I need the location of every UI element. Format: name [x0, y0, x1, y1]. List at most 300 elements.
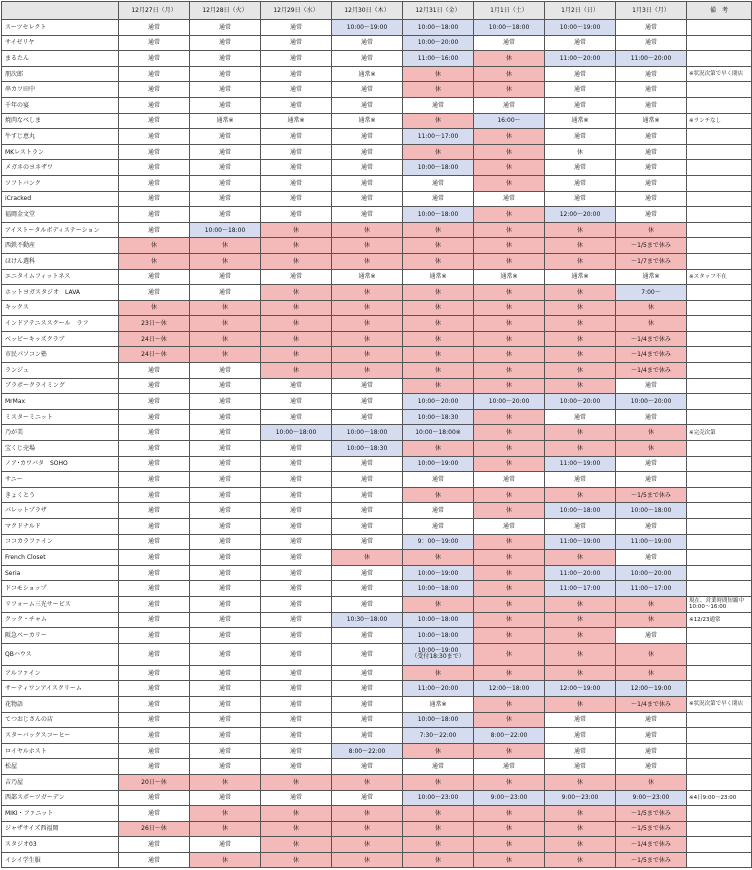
hours-cell: 休 [403, 238, 474, 254]
hours-cell: 通常 [119, 191, 190, 207]
hours-cell: 休 [190, 852, 261, 868]
hours-cell: 8:00～22:00 [332, 743, 403, 759]
hours-cell: 休 [190, 238, 261, 254]
store-name: パレットプラザ [2, 503, 119, 519]
hours-cell: 通常 [119, 628, 190, 644]
hours-cell: 通常 [332, 565, 403, 581]
hours-cell: 通常 [119, 207, 190, 223]
hours-cell: 通常 [616, 628, 687, 644]
hours-cell: 休 [474, 207, 545, 223]
hours-cell: 通常 [261, 643, 332, 665]
hours-cell: 休 [616, 774, 687, 790]
hours-cell: 休 [545, 852, 616, 868]
hours-cell: 通常 [119, 160, 190, 176]
hours-cell: 通常 [190, 612, 261, 628]
store-name: 福岡金文堂 [2, 207, 119, 223]
hours-cell: 通常 [332, 207, 403, 223]
hours-cell: 休 [474, 774, 545, 790]
note-cell [687, 238, 752, 254]
hours-cell: 20日～休 [119, 774, 190, 790]
hours-cell: 休 [474, 316, 545, 332]
hours-cell: 通常 [119, 759, 190, 775]
hours-cell: 10:00～23:00 [403, 790, 474, 806]
hours-cell: 10:00～18:00 [261, 425, 332, 441]
hours-cell: 通常 [545, 712, 616, 728]
note-cell [687, 331, 752, 347]
store-name: ココカラファイン [2, 534, 119, 550]
hours-cell: 通常 [332, 712, 403, 728]
hours-cell: 休 [474, 643, 545, 665]
hours-cell: 通常 [261, 144, 332, 160]
hours-cell: 休 [474, 363, 545, 379]
hours-cell: ～1/4まで休み [616, 347, 687, 363]
hours-cell: 休 [616, 612, 687, 628]
hours-cell: 通常 [119, 441, 190, 457]
hours-cell: 通常 [190, 129, 261, 145]
hours-cell: 通常 [119, 129, 190, 145]
note-cell [687, 565, 752, 581]
hours-cell: 10:00～20:00 [403, 35, 474, 51]
hours-cell: 12:00～20:00 [545, 207, 616, 223]
hours-cell: 通常 [119, 852, 190, 868]
note-cell [687, 316, 752, 332]
header-date: 1月1日（土） [474, 2, 545, 20]
note-cell [687, 852, 752, 868]
store-name: 西鉄不動産 [2, 238, 119, 254]
table-row [2, 175, 752, 191]
hours-cell: 休 [403, 665, 474, 681]
store-name: 焼肉なべしま [2, 113, 119, 129]
table-row [2, 487, 752, 503]
hours-cell: 通常 [332, 378, 403, 394]
store-name: ホットヨガスタジオ LAVA [2, 285, 119, 301]
hours-cell: 休 [545, 806, 616, 822]
hours-cell: 通常 [190, 20, 261, 36]
note-cell [687, 487, 752, 503]
hours-cell: 通常 [616, 378, 687, 394]
hours-cell: 休 [403, 837, 474, 853]
hours-cell: 通常 [190, 394, 261, 410]
note-cell: ※4日9:00～23:00 [687, 790, 752, 806]
note-cell [687, 35, 752, 51]
hours-cell: 通常 [332, 759, 403, 775]
hours-cell: 通常 [616, 191, 687, 207]
hours-cell: 12:00～18:00 [474, 681, 545, 697]
hours-cell: 通常 [190, 519, 261, 535]
hours-cell: 10:00～20:00 [403, 394, 474, 410]
note-cell [687, 222, 752, 238]
hours-cell: 休 [119, 253, 190, 269]
hours-cell: 通常 [616, 144, 687, 160]
table-row [2, 628, 752, 644]
hours-cell: 休 [261, 837, 332, 853]
hours-cell: 休 [545, 821, 616, 837]
table-row [2, 316, 752, 332]
hours-cell: ～1/5まで休み [616, 487, 687, 503]
hours-cell: 通常 [545, 175, 616, 191]
hours-cell: 休 [474, 581, 545, 597]
hours-cell: 11:00～19:00 [545, 456, 616, 472]
note-cell [687, 129, 752, 145]
table-row [2, 456, 752, 472]
hours-cell: 10:00～18:00 [403, 207, 474, 223]
table-row [2, 20, 752, 36]
hours-cell: 通常 [261, 612, 332, 628]
hours-cell: 休 [474, 51, 545, 67]
hours-cell: 通常 [616, 35, 687, 51]
hours-cell: 10:00～18:00※ [403, 425, 474, 441]
hours-cell: 7:30～22:00 [403, 728, 474, 744]
hours-cell: 通常※ [332, 113, 403, 129]
store-name: ミスターミニット [2, 409, 119, 425]
hours-cell: 休 [403, 378, 474, 394]
hours-cell: 休 [474, 503, 545, 519]
store-name: リフォーム三光サービス [2, 596, 119, 612]
hours-cell: 通常 [545, 759, 616, 775]
hours-cell: 通常 [190, 503, 261, 519]
hours-cell: 休 [403, 441, 474, 457]
hours-cell: 10:00～19:00 [403, 565, 474, 581]
hours-cell: 通常 [261, 519, 332, 535]
table-row [2, 743, 752, 759]
table-row [2, 253, 752, 269]
hours-cell: 通常 [545, 743, 616, 759]
hours-cell: 通常 [616, 456, 687, 472]
hours-cell: 通常 [261, 503, 332, 519]
hours-cell: 通常 [190, 665, 261, 681]
hours-cell: 休 [403, 743, 474, 759]
hours-cell: 通常 [119, 456, 190, 472]
hours-cell: 休 [545, 774, 616, 790]
hours-cell: 休 [474, 425, 545, 441]
hours-cell: 通常※ [545, 269, 616, 285]
hours-cell: 通常 [190, 581, 261, 597]
table-row [2, 759, 752, 775]
hours-cell: 休 [474, 837, 545, 853]
hours-cell: 通常 [119, 222, 190, 238]
hours-cell: 通常 [119, 728, 190, 744]
hours-cell: 通常 [616, 20, 687, 36]
hours-cell: 通常 [332, 409, 403, 425]
hours-cell: 通常 [190, 712, 261, 728]
hours-cell: 通常 [332, 191, 403, 207]
hours-cell: 通常 [119, 97, 190, 113]
store-name: イシイ学生服 [2, 852, 119, 868]
table-row [2, 837, 752, 853]
hours-cell: 通常 [190, 160, 261, 176]
hours-cell: 通常 [261, 581, 332, 597]
hours-cell: 通常 [332, 175, 403, 191]
hours-cell: 通常 [119, 472, 190, 488]
hours-cell: 休 [545, 596, 616, 612]
table-row [2, 503, 752, 519]
table-row [2, 300, 752, 316]
hours-cell: 通常 [119, 175, 190, 191]
hours-cell: 休 [474, 82, 545, 98]
store-name: iCracked [2, 191, 119, 207]
store-name: ベッビーキッズクラブ [2, 331, 119, 347]
hours-cell: 休 [403, 82, 474, 98]
hours-cell: 休 [474, 144, 545, 160]
hours-cell: 休 [474, 712, 545, 728]
hours-cell: 8:00～22:00 [474, 728, 545, 744]
hours-cell: 通常 [332, 394, 403, 410]
table-row [2, 441, 752, 457]
hours-cell: 通常 [119, 550, 190, 566]
hours-cell: 10:30～18:00 [332, 612, 403, 628]
hours-cell: 休 [332, 285, 403, 301]
hours-cell: 通常 [261, 394, 332, 410]
hours-cell: 通常 [119, 581, 190, 597]
note-cell [687, 503, 752, 519]
table-row [2, 363, 752, 379]
hours-cell: 休 [474, 300, 545, 316]
hours-cell: 休 [403, 347, 474, 363]
hours-cell: 休 [474, 550, 545, 566]
note-cell [687, 456, 752, 472]
hours-cell: 通常 [119, 363, 190, 379]
hours-cell: 通常 [332, 82, 403, 98]
hours-cell: 通常 [332, 696, 403, 712]
note-cell [687, 144, 752, 160]
store-name: 宝くじ売場 [2, 441, 119, 457]
hours-cell: 休 [332, 774, 403, 790]
hours-cell: 通常 [190, 643, 261, 665]
hours-cell: 10:00～18:00 [190, 222, 261, 238]
hours-cell: 通常 [190, 696, 261, 712]
hours-cell: 通常 [119, 51, 190, 67]
hours-cell: 休 [403, 300, 474, 316]
hours-cell: 通常 [261, 596, 332, 612]
hours-cell: 休 [474, 852, 545, 868]
hours-cell: 休 [545, 238, 616, 254]
hours-cell: 通常 [616, 519, 687, 535]
table-row [2, 331, 752, 347]
store-name: 松屋 [2, 759, 119, 775]
hours-cell: 通常 [474, 759, 545, 775]
hours-cell: 通常 [190, 472, 261, 488]
hours-cell: 12:00～19:00 [616, 681, 687, 697]
store-name: ソフトバンク [2, 175, 119, 191]
hours-cell: 休 [545, 300, 616, 316]
hours-cell: 通常 [545, 129, 616, 145]
hours-cell: 10:00～18:00 [403, 612, 474, 628]
hours-cell: 通常 [261, 712, 332, 728]
hours-cell: 通常 [474, 472, 545, 488]
hours-cell: 休 [545, 696, 616, 712]
hours-cell: 休 [119, 238, 190, 254]
hours-cell: 休 [616, 596, 687, 612]
hours-cell: 休 [474, 253, 545, 269]
store-name: スタジオ03 [2, 837, 119, 853]
table-row [2, 409, 752, 425]
header-store-name [2, 2, 119, 20]
hours-cell: 休 [119, 300, 190, 316]
note-cell: 現在、営業時間短縮中 10:00～16:00 [687, 596, 752, 612]
hours-cell: 休 [545, 222, 616, 238]
store-name: ほけん選科 [2, 253, 119, 269]
hours-cell: 休 [545, 347, 616, 363]
hours-cell: 通常 [190, 175, 261, 191]
hours-cell: 休 [190, 300, 261, 316]
hours-cell: 11:00～17:00 [545, 581, 616, 597]
hours-cell: 通常 [190, 565, 261, 581]
hours-cell: 通常 [545, 66, 616, 82]
note-cell [687, 643, 752, 665]
table-row [2, 534, 752, 550]
hours-cell: 休 [190, 253, 261, 269]
hours-cell: 休 [616, 441, 687, 457]
table-row [2, 665, 752, 681]
hours-cell: 通常 [403, 503, 474, 519]
hours-cell: 通常 [332, 628, 403, 644]
hours-cell: 通常 [261, 409, 332, 425]
note-cell: ※状況次第で早く閉店 [687, 696, 752, 712]
hours-cell: 休 [403, 253, 474, 269]
hours-cell: 通常 [261, 487, 332, 503]
hours-cell: 10:00～18:00 [474, 20, 545, 36]
hours-cell: 10:00～18:30 [403, 409, 474, 425]
hours-cell: 通常 [332, 472, 403, 488]
hours-cell: 通常 [190, 269, 261, 285]
hours-cell: 休 [261, 316, 332, 332]
hours-cell: 休 [474, 612, 545, 628]
store-name: ロイヤルホスト [2, 743, 119, 759]
hours-cell: 休 [403, 144, 474, 160]
hours-cell: 休 [545, 837, 616, 853]
hours-cell: 通常※ [403, 696, 474, 712]
table-row [2, 238, 752, 254]
hours-cell: 11:00～20:00 [545, 51, 616, 67]
note-cell [687, 581, 752, 597]
hours-cell: 通常 [261, 66, 332, 82]
hours-cell: 11:00～19:00 [616, 534, 687, 550]
hours-cell: 11:00～17:00 [403, 129, 474, 145]
hours-cell: 休 [545, 316, 616, 332]
header-date: 12月30日（木） [332, 2, 403, 20]
note-cell [687, 82, 752, 98]
hours-cell: 通常 [545, 191, 616, 207]
hours-cell: 11:00～20:00 [616, 51, 687, 67]
hours-cell: 通常 [261, 441, 332, 457]
hours-cell: 休 [261, 238, 332, 254]
table-row [2, 596, 752, 612]
table-row [2, 519, 752, 535]
store-name: てつおじさんの店 [2, 712, 119, 728]
note-cell [687, 472, 752, 488]
hours-cell: 通常 [403, 759, 474, 775]
hours-cell: 11:00～20:00 [403, 681, 474, 697]
hours-cell: 通常 [190, 97, 261, 113]
note-cell: ※スタッフ不在 [687, 269, 752, 285]
hours-cell: 休 [261, 253, 332, 269]
hours-cell: 通常 [190, 596, 261, 612]
store-name: サイゼリヤ [2, 35, 119, 51]
hours-cell: 通常 [119, 643, 190, 665]
hours-cell: 通常 [545, 82, 616, 98]
hours-cell: 休 [545, 253, 616, 269]
hours-cell: 通常 [616, 743, 687, 759]
hours-cell: 通常 [616, 207, 687, 223]
hours-cell: 通常 [261, 129, 332, 145]
table-row [2, 35, 752, 51]
note-cell [687, 409, 752, 425]
hours-cell: 通常 [261, 550, 332, 566]
hours-cell: 休 [332, 837, 403, 853]
hours-cell: 休 [261, 347, 332, 363]
store-name: 千年の宴 [2, 97, 119, 113]
hours-cell: 通常 [332, 534, 403, 550]
store-name: ノア･カワバタ SOHO [2, 456, 119, 472]
hours-cell: 休 [474, 743, 545, 759]
hours-cell: 通常※ [403, 269, 474, 285]
store-name: アイストータルボディステーション [2, 222, 119, 238]
hours-cell: 通常 [261, 175, 332, 191]
header-date: 12月27日（月） [119, 2, 190, 20]
note-cell [687, 728, 752, 744]
hours-cell: 通常 [119, 743, 190, 759]
hours-cell: 10:00～20:00 [474, 394, 545, 410]
hours-cell: 通常 [119, 35, 190, 51]
hours-cell: 休 [474, 456, 545, 472]
hours-cell: 通常 [332, 681, 403, 697]
hours-cell: 通常 [119, 565, 190, 581]
hours-cell: 通常 [190, 363, 261, 379]
store-name: スターバックスコーヒー [2, 728, 119, 744]
hours-cell: ～1/5まで休み [616, 821, 687, 837]
hours-cell: 休 [403, 222, 474, 238]
hours-cell: 通常 [545, 472, 616, 488]
hours-cell: 休 [545, 331, 616, 347]
hours-cell: ～1/5まで休み [616, 806, 687, 822]
note-cell [687, 743, 752, 759]
hours-cell: 休 [474, 565, 545, 581]
hours-cell: 通常 [119, 20, 190, 36]
note-cell [687, 175, 752, 191]
note-cell [687, 774, 752, 790]
table-row [2, 394, 752, 410]
table-row [2, 129, 752, 145]
hours-cell: 10:00～18:00 [616, 503, 687, 519]
hours-cell: 通常 [119, 790, 190, 806]
hours-cell: 通常 [545, 728, 616, 744]
hours-cell: 24日～休 [119, 347, 190, 363]
table-row [2, 113, 752, 129]
hours-cell: 休 [332, 316, 403, 332]
hours-cell: 休 [403, 806, 474, 822]
note-cell [687, 628, 752, 644]
hours-cell: 通常※ [616, 113, 687, 129]
hours-cell: 通常※ [545, 113, 616, 129]
hours-cell: 通常 [119, 806, 190, 822]
store-name: ブラボークライミング [2, 378, 119, 394]
table-row [2, 144, 752, 160]
hours-cell: 10:00～19:00 （受付18:30まで） [403, 643, 474, 665]
store-name: キックス [2, 300, 119, 316]
hours-cell: 10:00～18:30 [332, 441, 403, 457]
hours-cell: 通常 [119, 519, 190, 535]
hours-cell: 休 [403, 113, 474, 129]
hours-cell: 休 [261, 222, 332, 238]
hours-cell: 通常 [261, 269, 332, 285]
table-row [2, 696, 752, 712]
hours-cell: 休 [403, 596, 474, 612]
hours-cell: 通常 [261, 456, 332, 472]
hours-cell: 11:00～20:00 [545, 565, 616, 581]
table-row [2, 565, 752, 581]
header-date: 1月3日（月） [616, 2, 687, 20]
hours-cell: 通常 [616, 129, 687, 145]
